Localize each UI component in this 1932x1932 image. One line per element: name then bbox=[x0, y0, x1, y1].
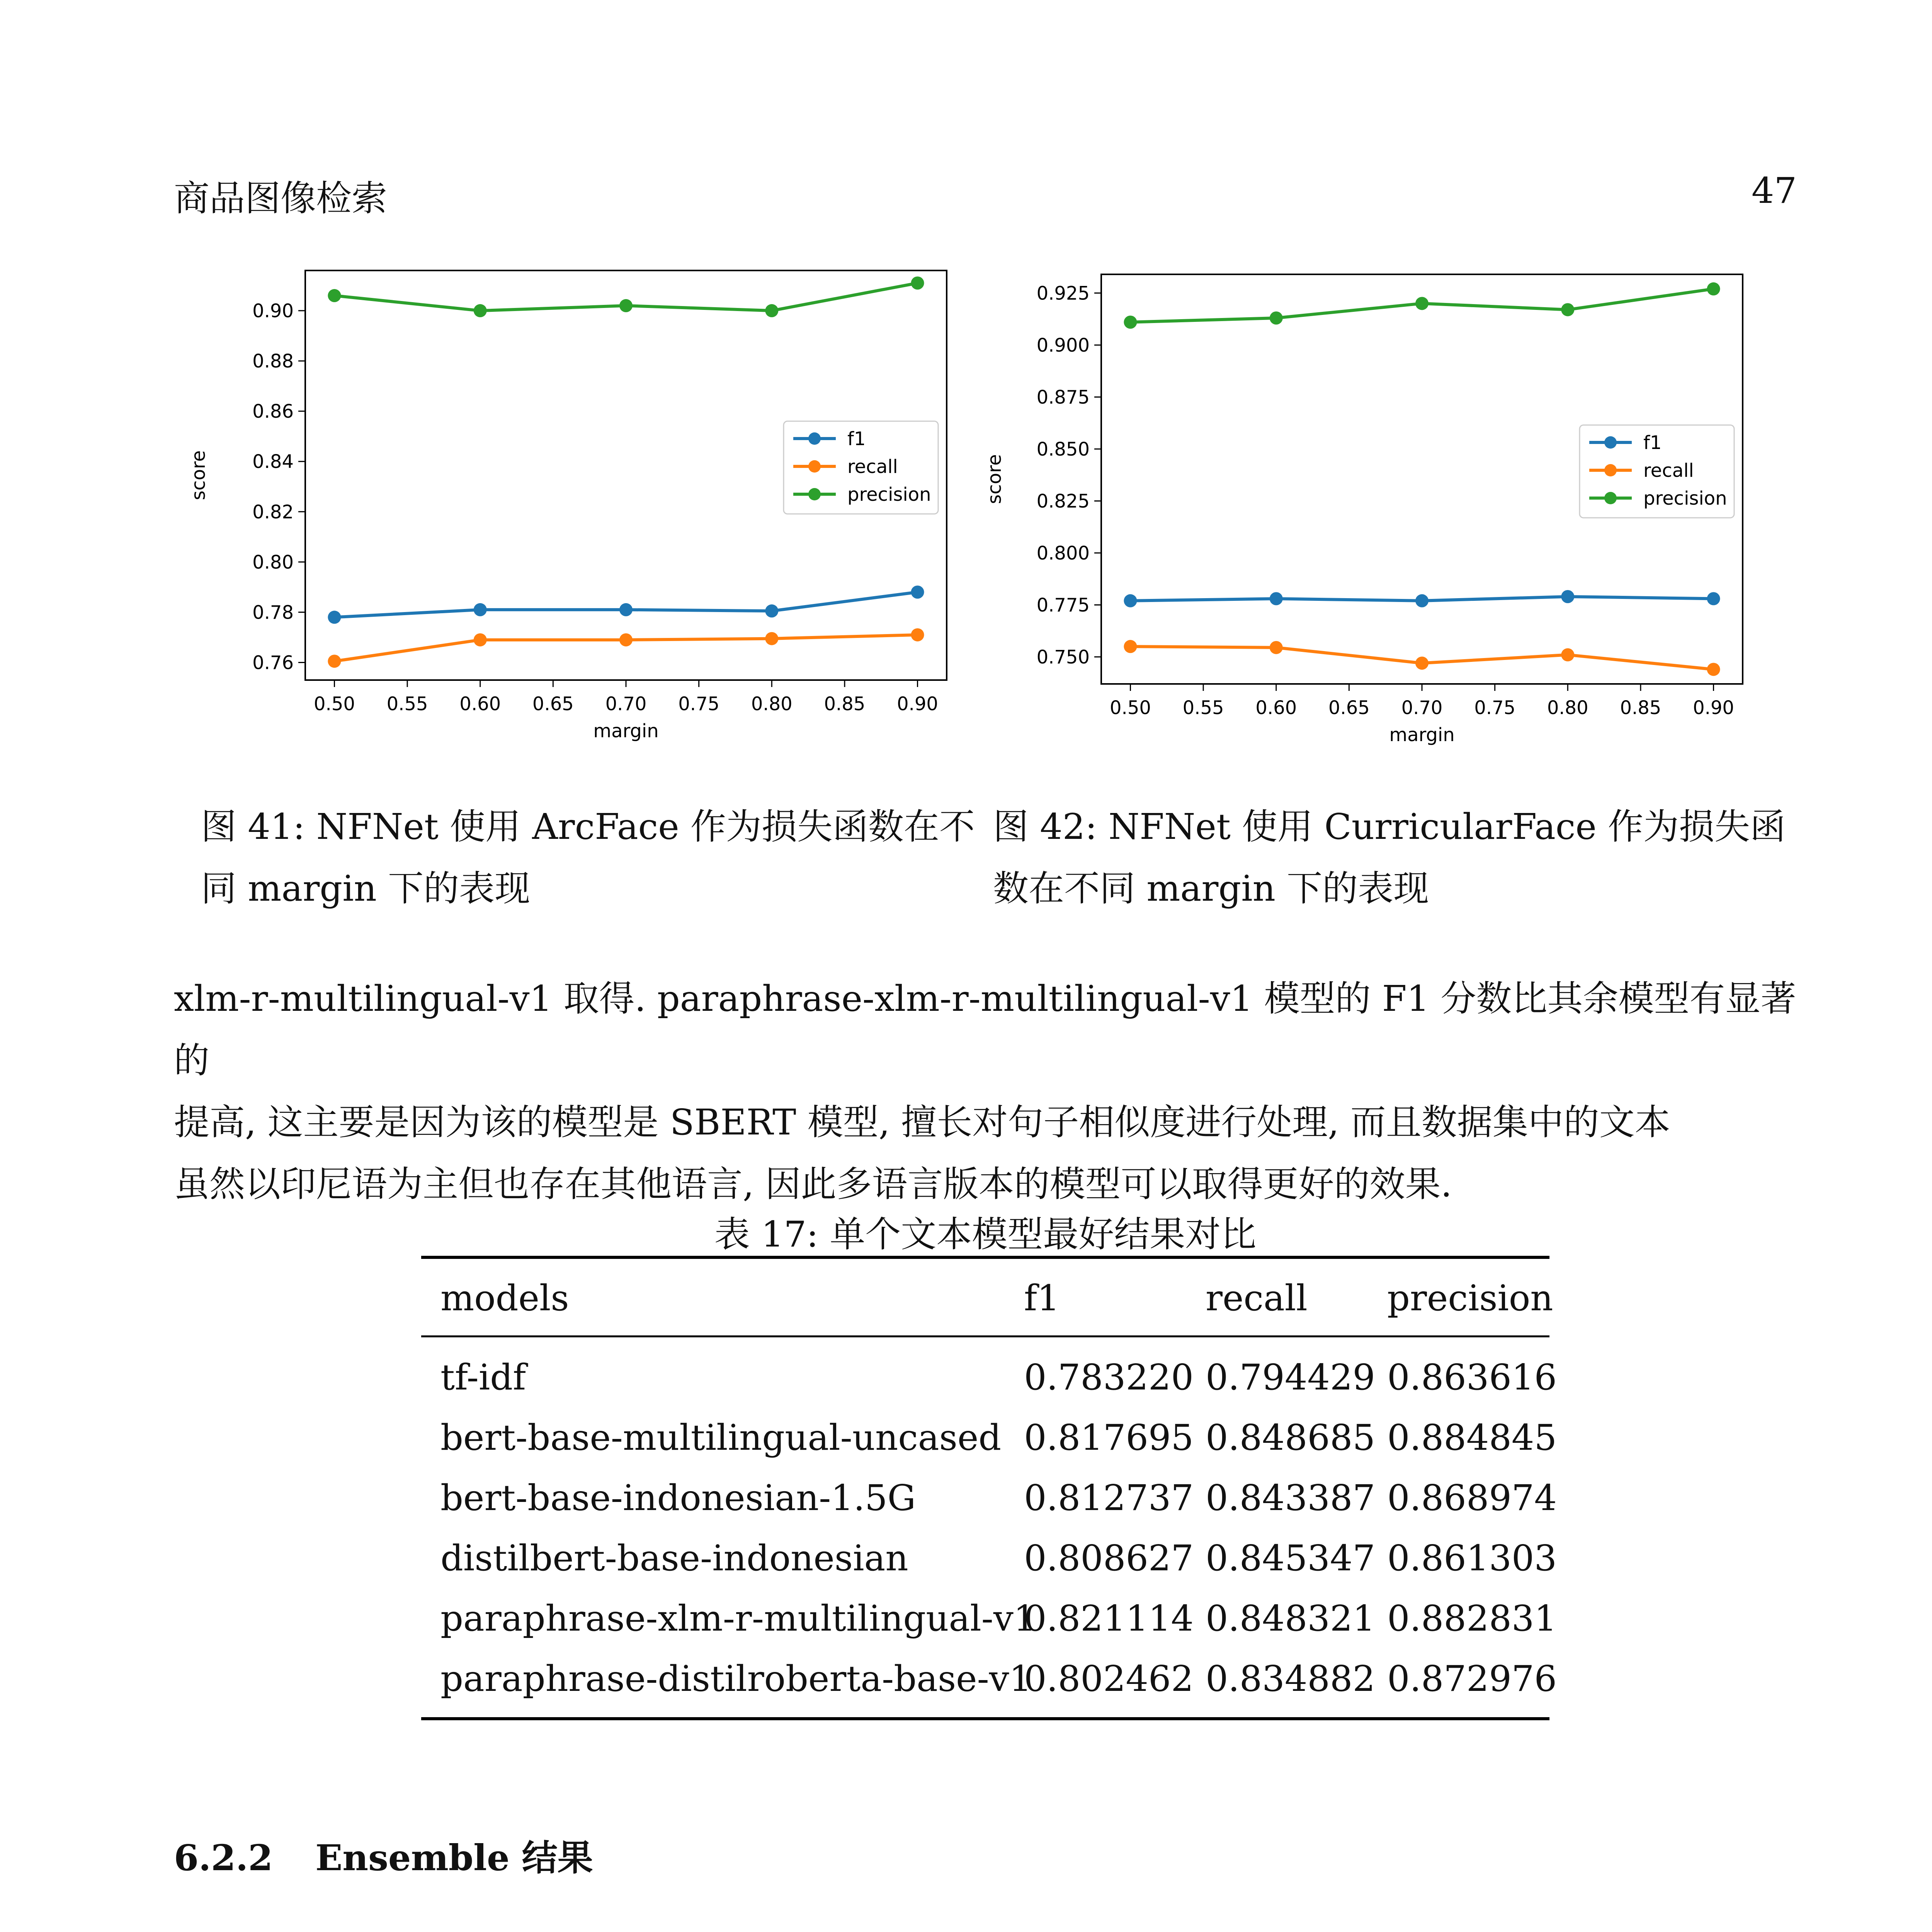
data-point-f1 bbox=[911, 585, 924, 599]
table-cell-precision: 0.884845 bbox=[1387, 1417, 1557, 1458]
data-point-f1 bbox=[765, 604, 778, 617]
data-point-precision bbox=[1561, 303, 1574, 316]
table-cell-f1: 0.802462 bbox=[1024, 1658, 1194, 1699]
section-number: 6.2.2 bbox=[174, 1837, 273, 1879]
legend-label-f1: f1 bbox=[847, 428, 866, 450]
legend-marker-precision bbox=[1604, 492, 1617, 504]
x-tick-label: 0.70 bbox=[605, 693, 647, 715]
table-cell-recall: 0.848321 bbox=[1206, 1598, 1375, 1639]
legend-label-recall: recall bbox=[847, 456, 898, 478]
paragraph-1-line: xlm-r-multilingual-v1 取得. paraphrase-xlm-r-multilingual-v1 模型的 F1 分数比其余模型有显著的 bbox=[174, 978, 1796, 1081]
y-tick-label: 0.925 bbox=[1036, 282, 1090, 304]
section-title: Ensemble 结果 bbox=[315, 1837, 593, 1879]
legend-label-recall: recall bbox=[1643, 460, 1694, 481]
table-cell-f1: 0.821114 bbox=[1024, 1598, 1194, 1639]
x-tick-label: 0.55 bbox=[386, 693, 428, 715]
table-header-f1: f1 bbox=[1024, 1277, 1060, 1319]
y-tick-label: 0.82 bbox=[252, 501, 294, 523]
data-point-precision bbox=[474, 304, 487, 317]
legend-label-precision: precision bbox=[847, 484, 931, 505]
legend-marker-recall bbox=[1604, 464, 1617, 476]
table-cell-precision: 0.872976 bbox=[1387, 1658, 1557, 1699]
data-point-recall bbox=[1707, 663, 1720, 676]
table-cell-precision: 0.868974 bbox=[1387, 1477, 1557, 1519]
y-tick-label: 0.850 bbox=[1036, 438, 1090, 460]
x-tick-label: 0.65 bbox=[532, 693, 574, 715]
y-axis-label: score bbox=[188, 450, 209, 500]
y-tick-label: 0.750 bbox=[1036, 646, 1090, 668]
table-header-precision: precision bbox=[1387, 1277, 1553, 1319]
data-point-precision bbox=[328, 289, 341, 302]
y-tick-label: 0.875 bbox=[1036, 386, 1090, 408]
data-point-recall bbox=[1415, 656, 1429, 670]
y-tick-label: 0.86 bbox=[252, 401, 294, 423]
y-tick-label: 0.90 bbox=[252, 300, 294, 322]
figure-41-caption bbox=[201, 796, 985, 920]
figure-41-caption-line-1: NFNet 使用 ArcFace 作为损失函数在不 bbox=[316, 806, 975, 847]
x-tick-label: 0.80 bbox=[1547, 697, 1588, 719]
table-header-models: models bbox=[440, 1277, 569, 1319]
legend-label-precision: precision bbox=[1643, 488, 1727, 509]
x-axis-label: margin bbox=[1389, 724, 1455, 746]
page-number: 47 bbox=[1751, 170, 1797, 211]
data-point-precision bbox=[1707, 282, 1720, 296]
figure-42-caption-line-2: 数在不同 margin 下的表现 bbox=[993, 868, 1429, 909]
data-point-f1 bbox=[328, 611, 341, 624]
data-point-recall bbox=[1270, 641, 1283, 654]
data-point-recall bbox=[765, 632, 778, 645]
x-tick-label: 0.90 bbox=[897, 693, 938, 715]
data-point-recall bbox=[619, 633, 633, 646]
x-tick-label: 0.90 bbox=[1693, 697, 1734, 719]
y-tick-label: 0.78 bbox=[252, 602, 294, 624]
y-tick-label: 0.800 bbox=[1036, 543, 1090, 565]
x-tick-label: 0.80 bbox=[751, 693, 793, 715]
data-point-f1 bbox=[1270, 592, 1283, 605]
data-point-f1 bbox=[474, 603, 487, 616]
y-axis-label: score bbox=[984, 454, 1005, 504]
table-cell-precision: 0.861303 bbox=[1387, 1537, 1557, 1579]
data-point-precision bbox=[765, 304, 778, 317]
table-cell-f1: 0.817695 bbox=[1024, 1417, 1194, 1458]
figure-42-label: 图 42: bbox=[993, 806, 1097, 847]
data-point-recall bbox=[1124, 640, 1137, 653]
data-point-precision bbox=[1270, 311, 1283, 325]
table-cell-model: distilbert-base-indonesian bbox=[440, 1537, 908, 1579]
table-cell-model: bert-base-multilingual-uncased bbox=[440, 1417, 1002, 1458]
figure-42-chart bbox=[984, 267, 1762, 777]
table-cell-f1: 0.808627 bbox=[1024, 1537, 1194, 1579]
x-tick-label: 0.50 bbox=[314, 693, 355, 715]
data-point-f1 bbox=[1707, 592, 1720, 605]
x-tick-label: 0.70 bbox=[1401, 697, 1443, 719]
running-header-title: 商品图像检索 bbox=[174, 178, 388, 219]
data-point-f1 bbox=[1415, 594, 1429, 607]
y-tick-label: 0.775 bbox=[1036, 594, 1090, 616]
figure-41-chart bbox=[188, 263, 966, 773]
data-point-recall bbox=[474, 633, 487, 646]
data-point-f1 bbox=[619, 603, 633, 616]
section-heading bbox=[174, 1830, 593, 1881]
legend-marker-f1 bbox=[808, 432, 821, 445]
figure-42-caption-line-1: NFNet 使用 CurricularFace 作为损失函 bbox=[1108, 806, 1786, 847]
x-tick-label: 0.50 bbox=[1110, 697, 1151, 719]
table-header-rule bbox=[421, 1335, 1549, 1337]
table-cell-model: paraphrase-xlm-r-multilingual-v1 bbox=[440, 1598, 1036, 1639]
data-point-recall bbox=[328, 655, 341, 668]
figure-41-caption-line-2: 同 margin 下的表现 bbox=[201, 868, 531, 909]
table-cell-precision: 0.882831 bbox=[1387, 1598, 1557, 1639]
x-tick-label: 0.85 bbox=[824, 693, 866, 715]
data-point-recall bbox=[1561, 648, 1574, 662]
table-bottom-rule bbox=[421, 1717, 1549, 1720]
table-cell-recall: 0.845347 bbox=[1206, 1537, 1375, 1579]
figure-41-label: 图 41: bbox=[201, 806, 305, 847]
x-tick-label: 0.75 bbox=[678, 693, 720, 715]
paragraph-1-line: 提高, 这主要是因为该的模型是 SBERT 模型, 擅长对句子相似度进行处理, 而且数据集中的文本 bbox=[174, 1102, 1670, 1143]
data-point-precision bbox=[1415, 297, 1429, 310]
y-tick-label: 0.84 bbox=[252, 451, 294, 473]
x-axis-label: margin bbox=[593, 720, 659, 742]
table-cell-recall: 0.843387 bbox=[1206, 1477, 1375, 1519]
y-tick-label: 0.76 bbox=[252, 652, 294, 674]
x-tick-label: 0.75 bbox=[1474, 697, 1516, 719]
x-tick-label: 0.60 bbox=[1255, 697, 1297, 719]
table-cell-model: bert-base-indonesian-1.5G bbox=[440, 1477, 916, 1519]
x-tick-label: 0.55 bbox=[1182, 697, 1224, 719]
y-tick-label: 0.825 bbox=[1036, 490, 1090, 512]
legend-marker-recall bbox=[808, 460, 821, 473]
table-header-recall: recall bbox=[1206, 1277, 1308, 1319]
table-cell-recall: 0.848685 bbox=[1206, 1417, 1375, 1458]
body-paragraph-1 bbox=[174, 968, 1797, 1215]
data-point-precision bbox=[619, 299, 633, 312]
y-tick-label: 0.900 bbox=[1036, 334, 1090, 356]
legend-marker-f1 bbox=[1604, 436, 1617, 449]
table-17-caption: 表 17: 单个文本模型最好结果对比 bbox=[714, 1214, 1257, 1255]
table-cell-recall: 0.794429 bbox=[1206, 1357, 1375, 1398]
table-cell-model: tf-idf bbox=[440, 1357, 526, 1398]
paragraph-1-line: 虽然以印尼语为主但也存在其他语言, 因此多语言版本的模型可以取得更好的效果. bbox=[174, 1163, 1452, 1205]
table-cell-recall: 0.834882 bbox=[1206, 1658, 1375, 1699]
data-point-f1 bbox=[1561, 590, 1574, 603]
table-top-rule bbox=[421, 1256, 1549, 1259]
data-point-precision bbox=[911, 277, 924, 290]
legend-label-f1: f1 bbox=[1643, 432, 1662, 454]
y-tick-label: 0.88 bbox=[252, 350, 294, 372]
x-tick-label: 0.85 bbox=[1620, 697, 1662, 719]
table-cell-precision: 0.863616 bbox=[1387, 1357, 1557, 1398]
table-cell-f1: 0.783220 bbox=[1024, 1357, 1194, 1398]
data-point-precision bbox=[1124, 316, 1137, 329]
x-tick-label: 0.65 bbox=[1328, 697, 1370, 719]
table-cell-model: paraphrase-distilroberta-base-v1 bbox=[440, 1658, 1032, 1699]
legend-marker-precision bbox=[808, 488, 821, 500]
x-tick-label: 0.60 bbox=[459, 693, 501, 715]
table-cell-f1: 0.812737 bbox=[1024, 1477, 1194, 1519]
data-point-f1 bbox=[1124, 594, 1137, 607]
y-tick-label: 0.80 bbox=[252, 551, 294, 573]
figure-42-caption bbox=[993, 796, 1804, 920]
data-point-recall bbox=[911, 628, 924, 641]
